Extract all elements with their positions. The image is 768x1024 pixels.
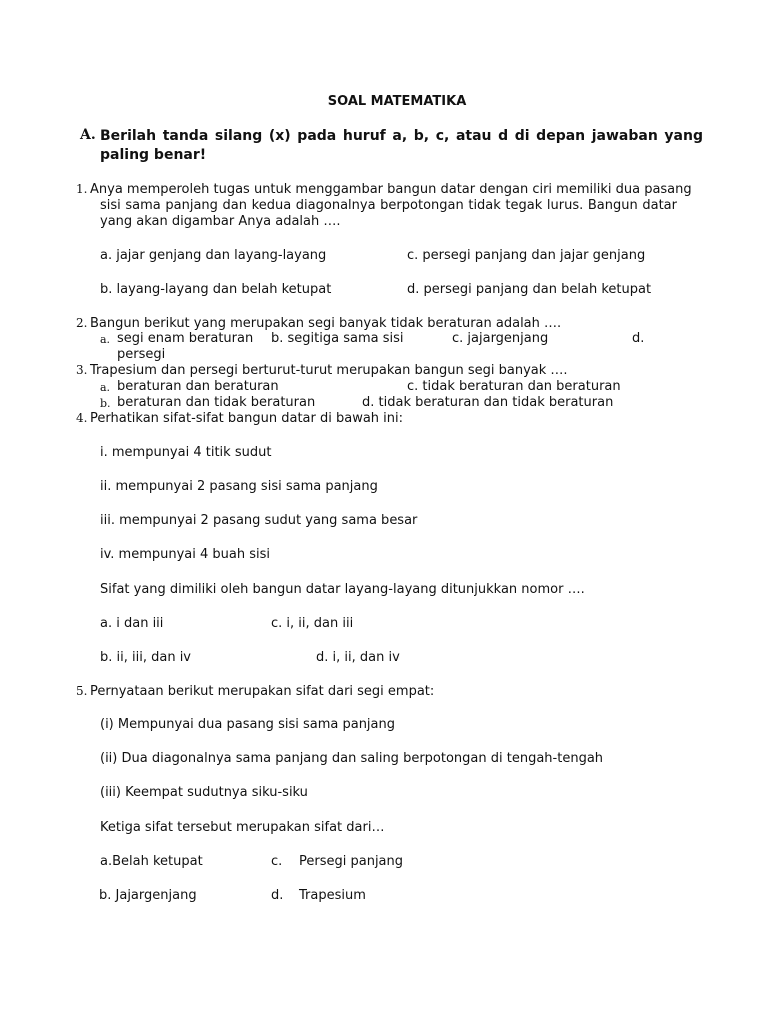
question-3-option-a-letter: a. <box>100 381 111 394</box>
question-3-option-b[interactable]: beraturan dan tidak beraturan <box>117 395 316 410</box>
question-3-option-b-letter: b. <box>100 397 111 410</box>
question-2-option-a[interactable]: segi enam beraturan <box>117 331 254 346</box>
question-1-number: 1. <box>76 182 88 196</box>
question-3-option-a[interactable]: beraturan dan beraturan <box>117 379 279 394</box>
question-1-text-line3: yang akan digambar Anya adalah …. <box>100 214 341 229</box>
question-5-number: 5. <box>76 684 88 698</box>
question-2-option-c[interactable]: c. jajargenjang <box>452 331 549 346</box>
question-2-option-d-text[interactable]: persegi <box>117 347 166 362</box>
question-4-option-b[interactable]: b. ii, iii, dan iv <box>100 650 191 665</box>
question-2-option-d[interactable]: d. <box>632 331 645 346</box>
question-5-option-c-letter: c. <box>271 854 283 869</box>
section-instruction-line2: paling benar! <box>100 147 207 163</box>
question-4-number: 4. <box>76 411 88 425</box>
question-1-text-line1: Anya memperoleh tugas untuk menggambar bangun datar dengan ciri memiliki dua pasang <box>90 182 692 197</box>
question-4-option-c[interactable]: c. i, ii, dan iii <box>271 616 354 631</box>
question-5-option-b[interactable]: b. Jajargenjang <box>99 888 197 903</box>
question-1-text-line2: sisi sama panjang dan kedua diagonalnya berpotongan tidak tegak lurus. Bangun datar <box>100 198 677 213</box>
question-1-option-d[interactable]: d. persegi panjang dan belah ketupat <box>407 282 652 297</box>
question-5-option-d[interactable]: Trapesium <box>299 888 366 903</box>
question-5-text: Pernyataan berikut merupakan sifat dari segi empat: <box>90 684 435 699</box>
section-instruction-line1: Berilah tanda silang (x) pada huruf a, b, c, atau d di depan jawaban yang <box>100 128 703 144</box>
question-5-option-c[interactable]: Persegi panjang <box>299 854 404 869</box>
question-4-question: Sifat yang dimiliki oleh bangun datar layang-layang ditunjukkan nomor …. <box>100 582 585 597</box>
question-2-text: Bangun berikut yang merupakan segi banyak tidak beraturan adalah …. <box>90 316 562 331</box>
question-5-option-d-letter: d. <box>271 888 284 903</box>
question-2-option-b[interactable]: b. segitiga sama sisi <box>271 331 404 346</box>
section-letter: A. <box>80 127 96 143</box>
question-4-text: Perhatikan sifat-sifat bangun datar di bawah ini: <box>90 411 404 426</box>
question-5-item-ii: (ii) Dua diagonalnya sama panjang dan saling berpotongan di tengah-tengah <box>100 751 604 766</box>
question-3-option-c[interactable]: c. tidak beraturan dan beraturan <box>407 379 621 394</box>
question-5-item-i: (i) Mempunyai dua pasang sisi sama panjang <box>100 717 396 732</box>
question-2-number: 2. <box>76 316 88 330</box>
question-1-option-b[interactable]: b. layang-layang dan belah ketupat <box>100 282 332 297</box>
question-4-item-iii: iii. mempunyai 2 pasang sudut yang sama besar <box>100 513 418 528</box>
question-4-item-iv: iv. mempunyai 4 buah sisi <box>100 547 271 562</box>
question-3-option-d[interactable]: d. tidak beraturan dan tidak beraturan <box>362 395 614 410</box>
question-4-item-ii: ii. mempunyai 2 pasang sisi sama panjang <box>100 479 378 494</box>
question-1-option-a[interactable]: a. jajar genjang dan layang-layang <box>100 248 327 263</box>
question-5-question: Ketiga sifat tersebut merupakan sifat dari… <box>100 820 385 835</box>
page-title: SOAL MATEMATIKA <box>327 94 467 109</box>
question-1-option-c[interactable]: c. persegi panjang dan jajar genjang <box>407 248 646 263</box>
question-4-option-d[interactable]: d. i, ii, dan iv <box>316 650 400 665</box>
question-3-text: Trapesium dan persegi berturut-turut merupakan bangun segi banyak …. <box>90 363 568 378</box>
question-4-item-i: i. mempunyai 4 titik sudut <box>100 445 272 460</box>
question-3-number: 3. <box>76 363 88 377</box>
question-4-option-a[interactable]: a. i dan iii <box>100 616 164 631</box>
question-5-item-iii: (iii) Keempat sudutnya siku-siku <box>100 785 308 800</box>
question-2-option-a-letter: a. <box>100 333 111 346</box>
question-5-option-a[interactable]: a.Belah ketupat <box>100 854 203 869</box>
